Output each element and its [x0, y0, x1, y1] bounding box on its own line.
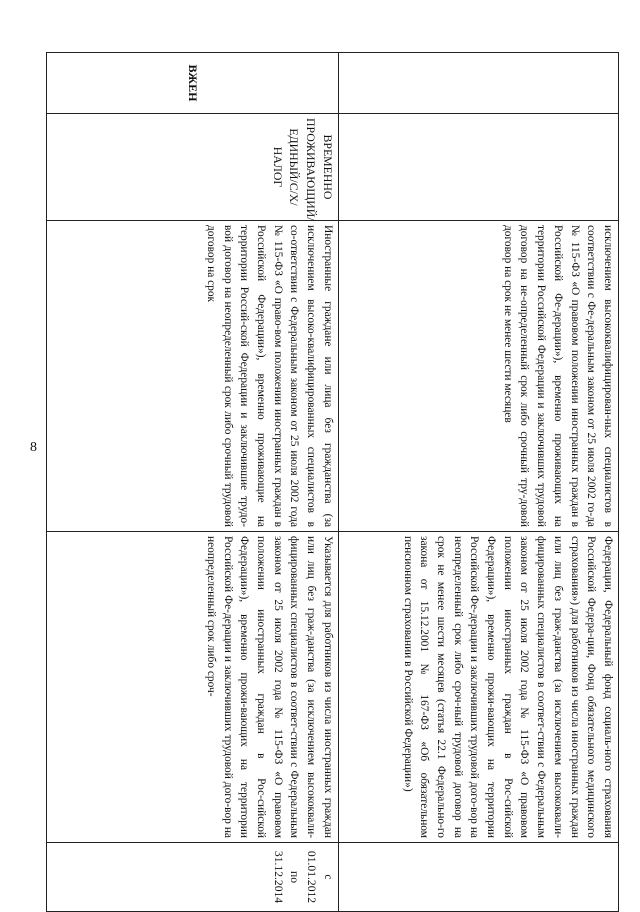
condition-cell: Указывается для работников из числа иностранных граждан или лиц без граж-данства (за исключением высококвали-фицированных специалистов в соответ-ствии с Федеральным законом от 25 июля 2002 года № 115-ФЗ «О правовом положении иностранных граждан в Рос-сийской Федерации»), временно прожи-вающих на территории Российской Фе-дерации и заключивших трудовой дого-вор на неопределенный срок либо сроч-: [47, 532, 339, 843]
name-cell: [338, 114, 618, 221]
dates-cell: [338, 843, 618, 912]
subject-cell: Иностранные граждане или лица без гражданства (за исключением высоко-квалифицированных специалистов в со-ответствии с Федеральным законом от 25 июля 2002 года № 115-ФЗ «О право-вом положении иностранных граждан в Российской Федерации»), временно проживающие на территории Россий-ской Федерации и заключившие трудо-вой договор на неопределенный срок либо срочный трудовой договор на срок: [47, 221, 339, 532]
dates-cell: с 01.01.2012 по 31.12.2014: [47, 843, 339, 912]
subject-cell: исключением высококвалифицирован-ных специалистов в соответствии с Фе-деральным законом от 25 июля 2002 го-да № 115-ФЗ «О правовом положении иностранных граждан в Российской Фе-дерации»), временно проживающих на территории Российской Федерации и заключивших трудовой договор на не-определенный срок либо срочный тру-довой договор на срок не менее шести месяцев: [338, 221, 618, 532]
table-row: [338, 53, 618, 912]
condition-cell: Федерации, Федеральный фонд социаль-ного страхования Российской Федера-ции, Фонд обязательного медицинского страхования») для работников из числа иностранных граждан или лиц без граж-данства (за исключением высококвали-фицированных специалистов в соответ-ствии с Федеральным законом от 25 июля 2002 года № 115-ФЗ «О правовом положении иностранных граждан в Рос-сийской Федерации»), временно прожи-вающих на территории Российской Фе-дерации и заключивших трудовой дого-вор на неопределенный срок либо сроч-ный трудовой договор на срок не менее шести месяцев (статья 22.1 Федерально-го закона от 15.12.2001 № 167-ФЗ «Об обязательном пенсионном страховании в Российской Федерации»): [338, 532, 618, 843]
table-row: [47, 53, 339, 912]
code-table: [46, 52, 619, 912]
code-cell: [338, 53, 618, 114]
rotated-table-sheet: [46, 52, 619, 912]
page-number: 8: [30, 440, 37, 455]
code-cell: ВЖЕН: [47, 53, 339, 114]
name-cell: ВРЕМЕННО ПРОЖИВАЮЩИЙ/ЕДИНЫЙ/С/Х/НАЛОГ: [47, 114, 339, 221]
